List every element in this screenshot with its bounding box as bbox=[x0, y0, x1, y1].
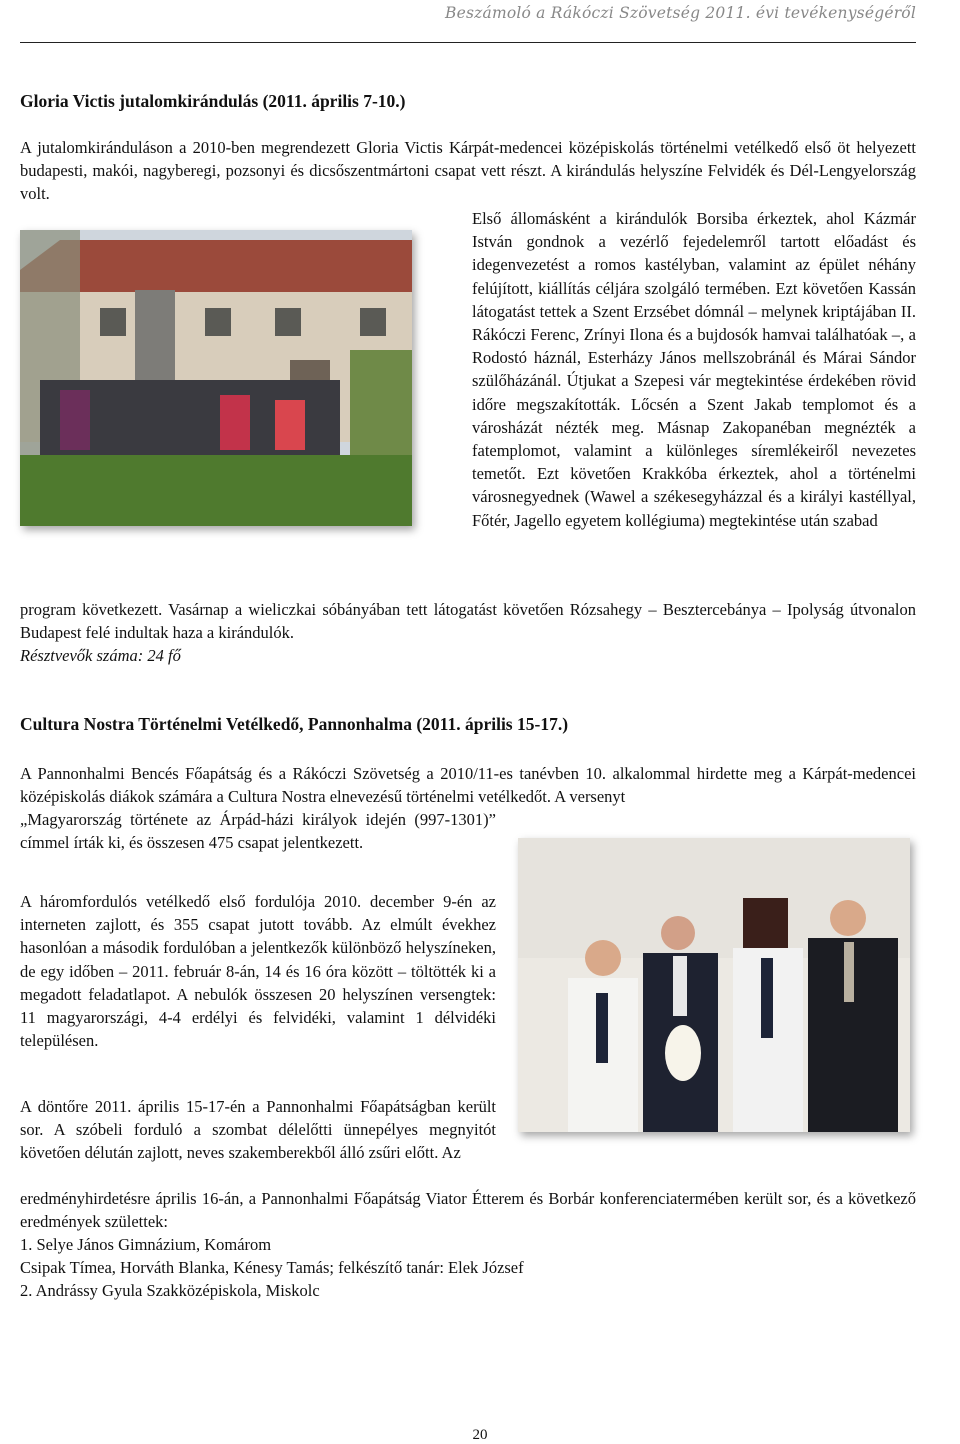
section1-continuation: program következett. Vasárnap a wieliczkai sóbányában tett látogatást követően Rózsahegy – Besztercebánya – Ipolyság útvonalon Budapest felé indultak haza a kirándulók. bbox=[20, 600, 916, 643]
participants-count: Résztvevők száma: 24 fő bbox=[20, 646, 181, 665]
section2-col-p2: A háromfordulós vetélkedő első fordulója 2010. december 9-én az interneten zajlott, és 355 csapat jutott tovább. Az elmúlt évekhez hasonlóan a második fordulóban a jelentkezők különböző helyszíneken, de egy időben – 2011. február 8-án, 14 és 16 óra között – töltötték ki a megadott feladatlapot. A nebulók összesen 20 helyszínen versengtek: 11 magyarországi, 4-4 erdélyi és felvidéki, valamint 1 délvidéki településen. bbox=[20, 892, 496, 1051]
photo-group-castle bbox=[20, 230, 412, 526]
result-line-1: 1. Selye János Gimnázium, Komárom bbox=[20, 1235, 272, 1254]
photo-winners-vase bbox=[518, 838, 910, 1132]
page-number: 20 bbox=[472, 1427, 488, 1443]
section2-col-p3: A döntőre 2011. április 15-17-én a Pannonhalmi Főapátságban került sor. A szóbeli forduló a szombat délelőtti ünnepélyes megnyitót követően délután zajlott, neves szakemberekből álló zsűri előtt. Az bbox=[20, 1097, 496, 1163]
section-title-cultura-nostra: Cultura Nostra Történelmi Vetélkedő, Pannonhalma (2011. április 15-17.) bbox=[20, 714, 569, 734]
section2-intro: A Pannonhalmi Bencés Főapátság és a Rákóczi Szövetség a 2010/11-es tanévben 10. alkalommal hirdette meg a Kárpát-medencei középiskolás diákok számára a Cultura Nostra elnevezésű történelmi vetélkedőt. A versenyt bbox=[20, 764, 916, 807]
section1-side-text: Első állomásként a kirándulók Borsiba érkeztek, ahol Kázmár István gondnok a vezérlő fejedelemről tartott előadást és idegenvezetést a romos kastélyban, valamint az épület néhány felújított, kiállítás céljára szolgáló termében. Ezt követően Kassán látogatást tettek a Szent Erzsébet dómnál – melynek kriptájában II. Rákóczi Ferenc, Zrínyi Ilona és a bujdosók hamvai találhatóak –, a Rodostó háznál, Esterházy János mellszobránál és Márai Sándor szülőházánál. Útjukat a Szepesi vár megtekintése érdekében rövid időre megszakították. Lőcsén a Szent Jakab templomot és a városházát nézték meg. Másnap Zakopanéban megnézték a fatemplomot, valamint a különleges síremlékeiről nevezetes temetőt. Ezt követően Krakkóba érkeztek, ahol a történelmi városnegyednek (Wawel a székesegyházzal és a királyi kastéllyal, Főtér, Jagello egyetem kollégiuma) megtekintése után szabad bbox=[472, 209, 916, 530]
section2-continuation: eredményhirdetésre április 16-án, a Pannonhalmi Főapátság Viator Étterem és Borbár konferenciatermében került sor, és a következő eredmények születtek: bbox=[20, 1189, 916, 1232]
section-title-gloria-victis: Gloria Victis jutalomkirándulás (2011. április 7-10.) bbox=[20, 91, 406, 111]
photo-winners-vase-image bbox=[518, 838, 910, 1132]
header-rule bbox=[20, 42, 916, 43]
result-line-2: Csipak Tímea, Horváth Blanka, Kénesy Tamás; felkészítő tanár: Elek József bbox=[20, 1258, 524, 1277]
running-header: Beszámoló a Rákóczi Szövetség 2011. évi tevékenységéről bbox=[445, 4, 916, 22]
result-line-3: 2. Andrássy Gyula Szakközépiskola, Miskolc bbox=[20, 1281, 320, 1300]
section2-col-p1: „Magyarország története az Árpád-házi királyok idején (997-1301)” címmel írták ki, és összesen 475 csapat jelentkezett. bbox=[20, 810, 496, 853]
section1-intro: A jutalomkiránduláson a 2010-ben megrendezett Gloria Victis Kárpát-medencei középiskolás történelmi vetélkedő első öt helyezett budapesti, makói, nagyberegi, pozsonyi és dicsőszentmártoni csapat vett részt. A kirándulás helyszíne Felvidék és Dél-Lengyelország volt. bbox=[20, 138, 916, 204]
photo-group-castle-image bbox=[20, 230, 412, 526]
